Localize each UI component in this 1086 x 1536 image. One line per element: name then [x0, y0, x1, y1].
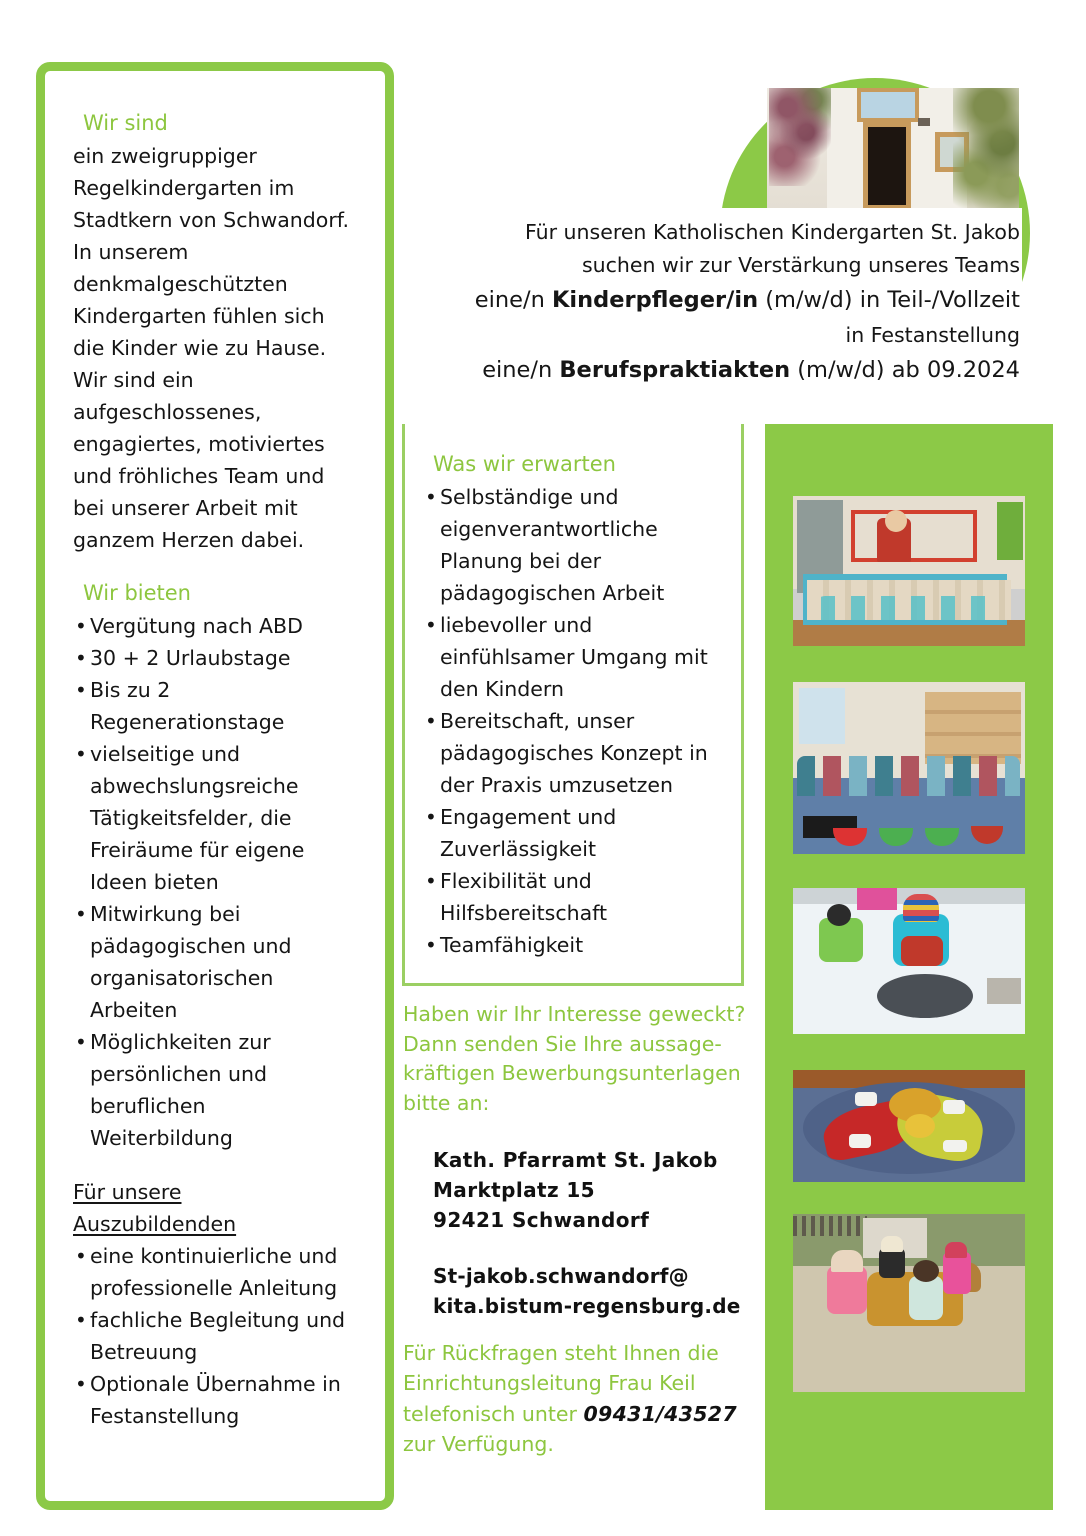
heading-wir-bieten: Wir bieten — [83, 580, 191, 605]
callback-line-1: Für Rückfragen steht Ihnen die — [403, 1341, 719, 1365]
job2-suffix: (m/w/d) ab 09.2024 — [790, 357, 1020, 384]
list-item: • fachliche Begleitung und Betreuung — [73, 1305, 353, 1369]
photo-sand-art-bird-carpet — [793, 1070, 1025, 1182]
callback-line-2: Einrichtungsleitung Frau Keil — [403, 1371, 696, 1396]
list-item: • Möglichkeiten zur persönlichen und beruflichen Weiterbildung — [73, 1027, 353, 1155]
email-line-2: kita.bistum-regensburg.de — [433, 1293, 741, 1318]
offer-list — [73, 611, 353, 1154]
application-block — [403, 1000, 753, 1321]
list-item: • 30 + 2 Urlaubstage — [73, 643, 353, 675]
list-item: • liebevoller und einfühlsamer Umgang mit den Kindern — [423, 610, 729, 706]
photo-children-wooden-arch-blocks — [793, 496, 1025, 646]
list-item: • Bis zu 2 Regenerationstage — [73, 675, 353, 739]
callback-line-3-prefix: telefonisch unter — [403, 1401, 584, 1426]
job-position-1 — [430, 282, 1022, 318]
list-item: • Vergütung nach ABD — [73, 611, 353, 643]
list-item: • Flexibilität und Hilfsbereitschaft — [423, 866, 729, 930]
address-line-3: 92421 Schwandorf — [433, 1207, 650, 1232]
list-item: • Teamfähigkeit — [423, 930, 729, 962]
photo-kindergarten-entrance — [767, 88, 1019, 210]
heading-fuer-unsere-line1: Für unsere — [73, 1179, 182, 1204]
callback-line-3 — [403, 1399, 763, 1429]
list-item: • Selbständige und eigenverantwortliche Planung bei der pädagogischen Arbeit — [423, 482, 729, 610]
callback-line-4: zur Verfügung. — [403, 1431, 554, 1456]
header-line-1: Für unseren Katholischen Kindergarten St. Jakob — [524, 220, 1020, 244]
email-line-1: St-jakob.schwandorf@ — [433, 1263, 689, 1288]
address-line-1: Kath. Pfarramt St. Jakob — [433, 1147, 718, 1172]
job1-title: Kinderpfleger/in — [552, 287, 759, 314]
photo-group-children-blue-carpet — [793, 682, 1025, 854]
photo-children-straw-horse-outdoors — [793, 1214, 1025, 1392]
postal-address — [433, 1145, 753, 1235]
trainees-list — [73, 1241, 353, 1433]
job1-suffix: (m/w/d) in Teil-/Vollzeit — [758, 287, 1020, 314]
expectations-list — [423, 482, 729, 962]
list-item: • eine kontinuierliche und professionelle Anleitung — [73, 1241, 353, 1305]
job2-title: Berufspraktiakten — [559, 357, 791, 384]
list-item: • Mitwirkung bei pädagogischen und organisatorischen Arbeiten — [73, 899, 353, 1027]
list-item: • vielseitige und abwechslungsreiche Tätigkeitsfelder, die Freiräume für eigene Ideen bieten — [73, 739, 353, 899]
job-position-2 — [430, 352, 1022, 388]
left-info-box — [36, 62, 394, 1510]
heading-was-wir-erwarten: Was wir erwarten — [433, 452, 616, 476]
job1-prefix: eine/n — [474, 287, 552, 314]
expectations-box — [402, 424, 744, 986]
about-text: ein zweigruppiger Regelkindergarten im Stadtkern von Schwandorf. In unserem denkmalgeschützten Kindergarten fühlen sich die Kinder wie zu Hause. Wir sind ein aufgeschlossenes, engagiertes, motiviertes und fröhliches Team und bei unserer Arbeit mit ganzem Herzen dabei. — [73, 144, 349, 552]
apply-intro-text: Haben wir Ihr Interesse geweckt? Dann senden Sie Ihre aussage-kräftigen Bewerbungsunterlagen bitte an: — [403, 1002, 746, 1116]
heading-wir-sind: Wir sind — [83, 111, 168, 135]
phone-number[interactable]: 09431/43527 — [583, 1401, 737, 1426]
address-line-2: Marktplatz 15 — [433, 1177, 595, 1202]
job-position-1-note: in Festanstellung — [845, 322, 1020, 347]
callback-block — [403, 1338, 763, 1459]
list-item: • Engagement und Zuverlässigkeit — [423, 802, 729, 866]
email-address[interactable] — [433, 1261, 753, 1321]
list-item: • Optionale Übernahme in Festanstellung — [73, 1369, 353, 1433]
photo-children-sledging-snow — [793, 888, 1025, 1034]
photo-strip-panel — [765, 424, 1053, 1510]
heading-auszubildenden-line2: Auszubildenden — [73, 1211, 237, 1236]
list-item: • Bereitschaft, unser pädagogisches Konzept in der Praxis umzusetzen — [423, 706, 729, 802]
job2-prefix: eine/n — [482, 357, 560, 384]
header-line-2: suchen wir zur Verstärkung unseres Teams — [581, 253, 1020, 278]
job-title-panel — [430, 208, 1022, 402]
